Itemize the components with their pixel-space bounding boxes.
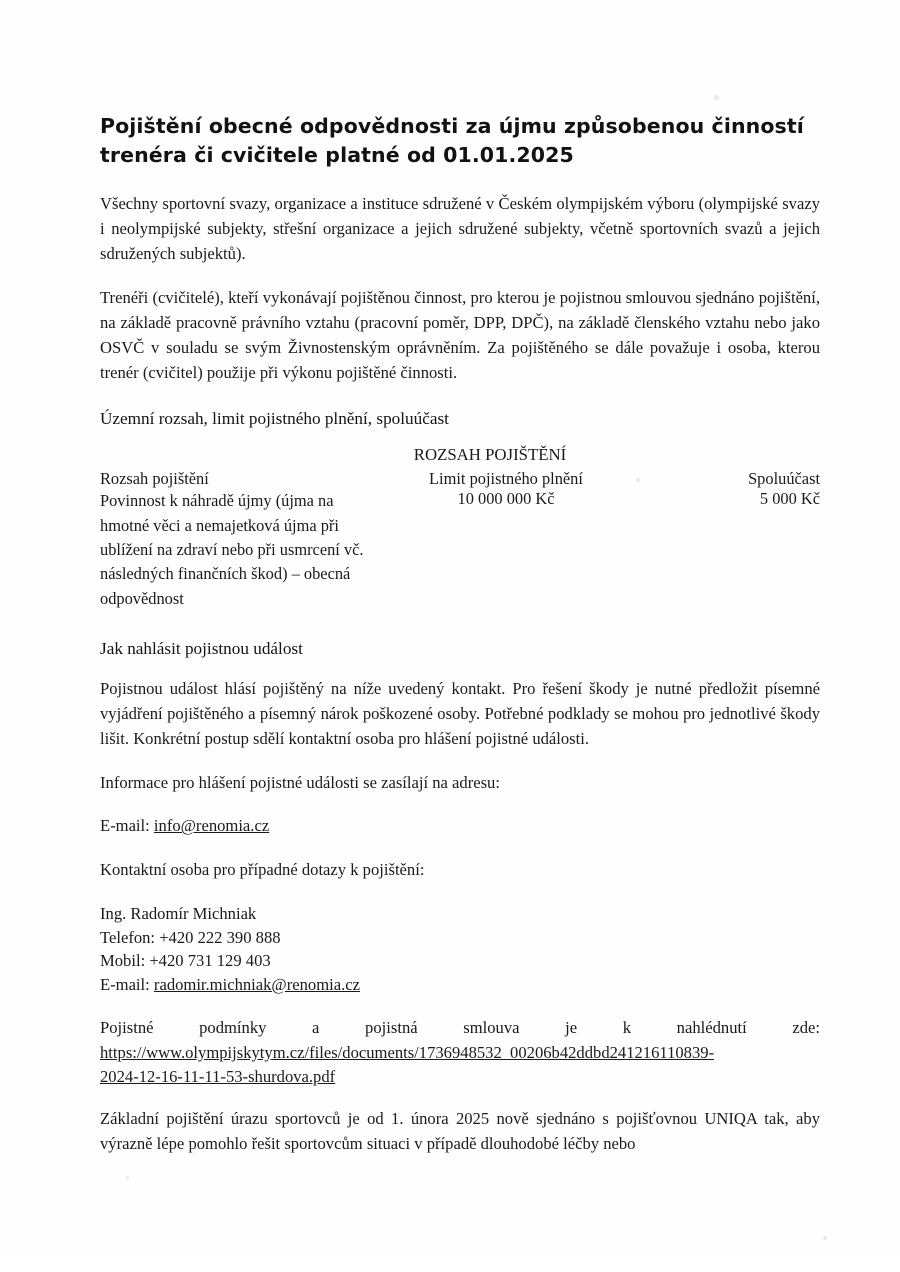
contact-email-line — [100, 973, 820, 997]
email-label: E-mail: — [100, 816, 154, 836]
page-bottom-fade — [0, 1246, 900, 1272]
page-title — [100, 112, 820, 170]
contact-mobile: Mobil: +420 731 129 403 — [100, 951, 271, 971]
heading-scope: Územní rozsah, limit pojistného plnění, spoluúčast — [100, 409, 449, 429]
cell-scope: Povinnost k náhradě újmy (újma na hmotné věci a nemajetková újma při ublížení na zdraví nebo při usmrcení vč. následných finančních škod) – obecná odpovědnost — [100, 491, 364, 608]
contact-email-label: E-mail: — [100, 974, 154, 994]
paragraph-accident-insurance: Základní pojištění úrazu sportovců je od 1. února 2025 nově sjednáno s pojišťovnou UNIQA tak, aby výrazně lépe pomohlo řešit sportovcům situaci v případě dlouhodobé léčby nebo — [100, 1109, 820, 1153]
terms-intro-text: Pojistné podmínky a pojistná smlouva je k nahlédnutí zde: — [100, 1018, 820, 1038]
page-title-line-2: trenéra či cvičitele platné od 01.01.2025 — [100, 143, 574, 168]
column-header-limit: Limit pojistného plnění — [429, 469, 583, 489]
column-header-deductible: Spoluúčast — [748, 469, 820, 489]
scan-artifact — [126, 1176, 129, 1179]
column-header-scope: Rozsah pojištění — [100, 469, 209, 489]
contact-phone: Telefon: +420 222 390 888 — [100, 927, 281, 947]
cell-limit: 10 000 000 Kč — [457, 489, 555, 509]
contact-name: Ing. Radomír Michniak — [100, 904, 257, 924]
table-header-row — [100, 469, 820, 489]
email-link-info[interactable]: info@renomia.cz — [153, 816, 270, 836]
paragraph-claim-address: Informace pro hlášení pojistné události se zasílají na adresu: — [100, 772, 500, 792]
scan-artifact — [823, 1236, 827, 1240]
terms-link-block — [100, 1016, 820, 1089]
terms-url-line-1[interactable]: https://www.olympijskytym.cz/files/documents/1736948532_00206b42ddbd241216110839- — [100, 1042, 715, 1062]
coverage-table-caption: ROZSAH POJIŠTĚNÍ — [413, 445, 567, 465]
terms-url-line-2[interactable]: 2024-12-16-11-11-53-shurdova.pdf — [100, 1066, 336, 1086]
coverage-table-block — [100, 445, 820, 610]
coverage-table — [100, 469, 820, 610]
paragraph-insured-persons: Trenéři (cvičitelé), kteří vykonávají pojištěnou činnost, pro kterou je pojistnou smlouvou sjednáno pojištění, na základě pracovně právního vztahu (pracovní poměr, DPP, DPČ), na základě členského vztahu nebo jako OSVČ v souladu se svým Živnostenským oprávněním. Za pojištěného se dále považuje i osoba, kterou trenér (cvičitel) použije při výkonu pojištěné činnosti. — [100, 287, 820, 382]
scan-artifact — [714, 95, 719, 100]
document-body — [100, 112, 820, 1176]
email-line — [100, 814, 820, 839]
paragraph-insured-entities: Všechny sportovní svazy, organizace a instituce sdružené v Českém olympijském výboru (olympijské svazy i neolympijské subjekty, střešní organizace a jejich sdružené subjekty, včetně sportovních svazů a jejich sdružených subjektů). — [100, 194, 820, 263]
table-row — [100, 489, 820, 610]
cell-deductible: 5 000 Kč — [759, 489, 820, 509]
page-title-line-1: Pojištění obecné odpovědnosti za újmu způsobenou činností — [100, 114, 804, 138]
paragraph-contact-intro: Kontaktní osoba pro případné dotazy k pojištění: — [100, 860, 425, 880]
paragraph-claim-process: Pojistnou událost hlásí pojištěný na níže uvedený kontakt. Pro řešení škody je nutné předložit písemné vyjádření pojištěného a písemný nárok poškozené osoby. Potřebné podklady se mohou pro jednotlivé škody lišit. Konkrétní postup sdělí kontaktní osoba pro hlášení pojistné události. — [100, 678, 820, 748]
heading-report-claim: Jak nahlásit pojistnou událost — [100, 638, 303, 658]
contact-block — [100, 902, 820, 996]
email-link-contact[interactable]: radomir.michniak@renomia.cz — [153, 974, 360, 994]
